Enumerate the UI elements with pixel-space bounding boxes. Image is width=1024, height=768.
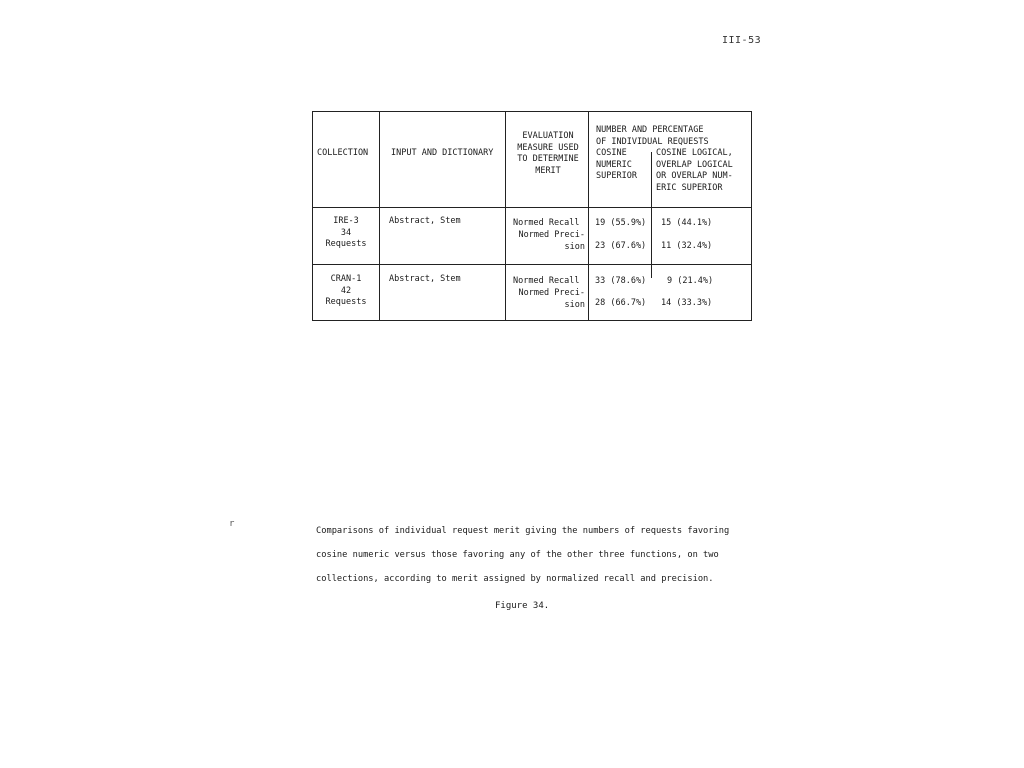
header-other: COSINE LOGICAL, OVERLAP LOGICAL OR OVERLAP NUM- ERIC SUPERIOR [656, 148, 733, 193]
column-divider [379, 112, 380, 320]
results-table [312, 111, 752, 321]
row2-other-precision: 14 (33.3%) [661, 298, 713, 308]
caption-line-1: Comparisons of individual request merit giving the numbers of requests favoring [316, 526, 730, 536]
stray-mark: r [229, 519, 235, 529]
header-collection: COLLECTION [317, 148, 369, 158]
row1-cosine-recall: 19 (55.9%) [595, 218, 647, 228]
row-divider [313, 207, 751, 208]
caption-line-3: collections, according to merit assigned by normalized recall and precision. [316, 574, 714, 584]
column-divider [505, 112, 506, 320]
row2-cosine-precision: 28 (66.7%) [595, 298, 647, 308]
column-divider [651, 152, 652, 278]
row1-measure-precision: Normed Preci- sion [518, 230, 585, 252]
row2-cosine-recall: 33 (78.6%) [595, 276, 647, 286]
caption-line-2: cosine numeric versus those favoring any of the other three functions, on two [316, 550, 719, 560]
row2-measure-recall: Normed Recall [513, 276, 580, 286]
row2-other-recall: 9 (21.4%) [667, 276, 714, 286]
row1-input: Abstract, Stem [389, 216, 461, 226]
row1-other-recall: 15 (44.1%) [661, 218, 713, 228]
row1-collection: IRE-3 34 Requests [325, 216, 367, 249]
page-number: III-53 [722, 35, 762, 46]
header-input: INPUT AND DICTIONARY [391, 148, 494, 158]
header-cosine: COSINE NUMERIC SUPERIOR [596, 148, 637, 181]
header-evaluation: EVALUATION MEASURE USED TO DETERMINE MERIT [517, 131, 579, 176]
figure-label: Figure 34. [495, 601, 550, 611]
row2-input: Abstract, Stem [389, 274, 461, 284]
row1-other-precision: 11 (32.4%) [661, 241, 713, 251]
figure-caption [316, 519, 756, 591]
row2-measure-precision: Normed Preci- sion [518, 288, 585, 310]
row1-measure-recall: Normed Recall [513, 218, 580, 228]
row2-collection: CRAN-1 42 Requests [325, 274, 367, 307]
column-divider [588, 112, 589, 320]
row-divider [313, 264, 751, 265]
row1-cosine-precision: 23 (67.6%) [595, 241, 647, 251]
header-number-group: NUMBER AND PERCENTAGE OF INDIVIDUAL REQUESTS [596, 125, 709, 147]
